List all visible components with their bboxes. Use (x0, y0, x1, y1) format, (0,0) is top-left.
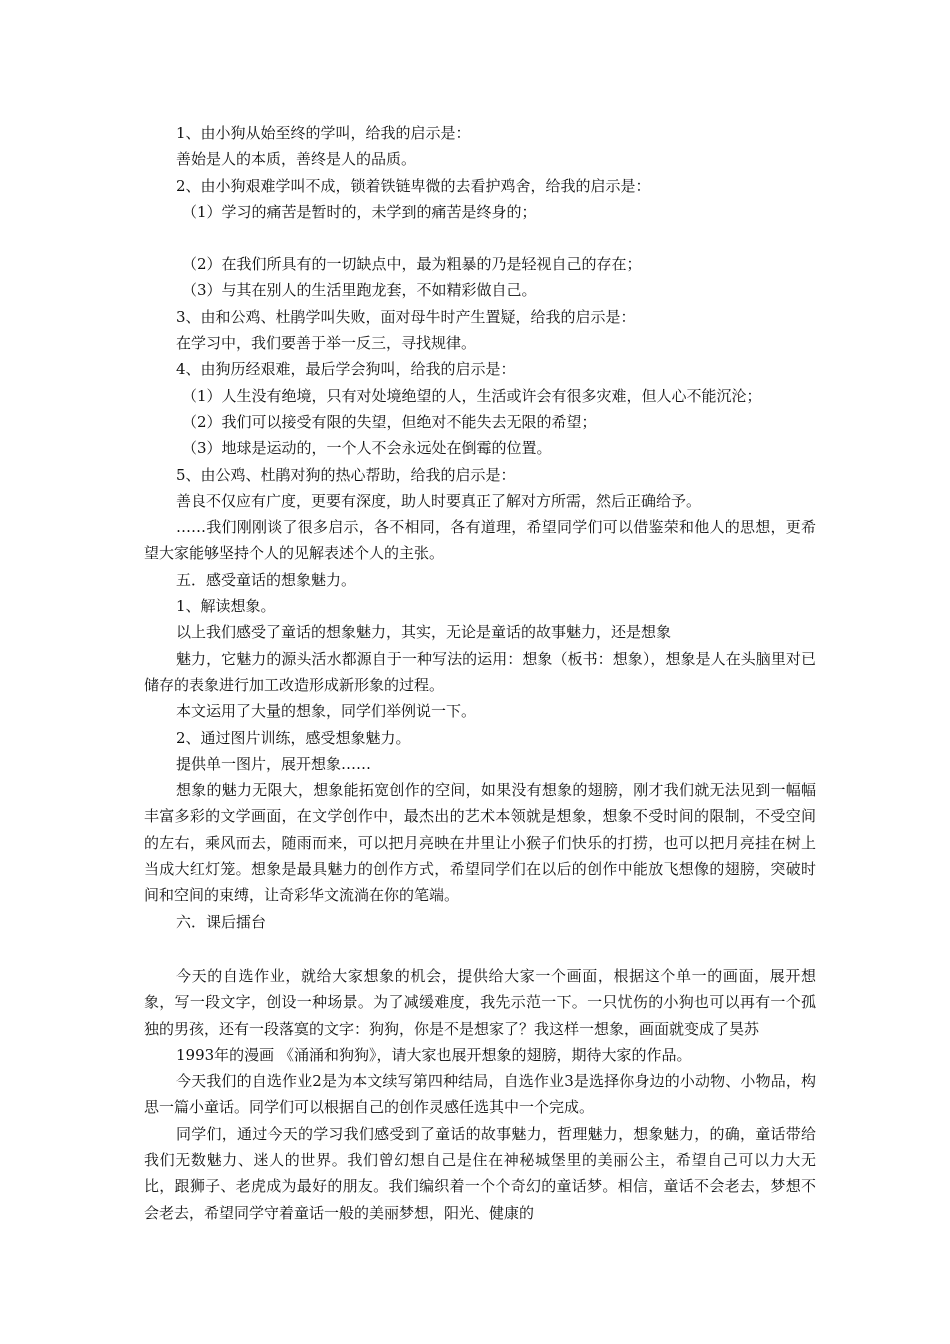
section-4-item-3: （3）地球是运动的，一个人不会永远处在倒霉的位置。 (182, 439, 552, 458)
blank-line (144, 225, 816, 251)
summary-paragraph: ……我们刚刚谈了很多启示，各不相同，各有道理，希望同学们可以借鉴荣和他人的思想，更希望大家能够坚持个人的见解表述个人的主张。 (144, 518, 816, 563)
section-3-title: 3、由和公鸡、杜鹃学叫失败，面对母牛时产生置疑，给我的启示是： (176, 307, 636, 326)
heading-5-paragraph-1: 以上我们感受了童话的想象魅力，其实，无论是童话的故事魅力，还是想象 (176, 623, 672, 642)
section-2-item-1: （1）学习的痛苦是暂时的，未学到的痛苦是终身的； (182, 202, 537, 221)
heading-5-paragraph-3: 本文运用了大量的想象，同学们举例说一下。 (176, 702, 477, 721)
heading-6-paragraph-1: 今天的自选作业，就给大家想象的机会，提供给大家一个画面，根据这个单一的画面，展开想象，写一段文字，创设一种场景。为了减缓难度，我先示范一下。一只忧伤的小狗也可以再有一个孤独的男孩，还有一段落寞的文字：狗狗，你是不是想家了？我这样一想象，画面就变成了昊苏 (144, 966, 816, 1038)
section-4-item-1: （1）人生没有绝境，只有对处境绝望的人，生活或许会有很多灾难，但人心不能沉沦； (182, 386, 762, 405)
section-1-answer: 善始是人的本质，善终是人的品质。 (176, 150, 417, 169)
section-2-title: 2、由小狗艰难学叫不成，锁着铁链卑微的去看护鸡舍，给我的启示是： (176, 176, 651, 195)
section-1-title: 1、由小狗从始至终的学叫，给我的启示是： (176, 124, 471, 142)
heading-6-paragraph-4: 同学们，通过今天的学习我们感受到了童话的故事魅力，哲理魅力，想象魅力，的确，童话带给我们无数魅力、迷人的世界。我们曾幻想自己是住在神秘城堡里的美丽公主，希望自己可以力大无比，跟狮子、老虎成为最好的朋友。我们编织着一个个奇幻的童话梦。相信，童话不会老去，梦想不会老去，希望同学守着童话一般的美丽梦想，阳光、健康的 (144, 1124, 816, 1222)
heading-5-paragraph-4: 提供单一图片，展开想象…… (176, 754, 372, 773)
heading-5-sub-1: 1、解读想象。 (176, 597, 276, 616)
heading-5-sub-2: 2、通过图片训练，感受想象魅力。 (176, 728, 411, 747)
section-5-title: 5、由公鸡、杜鹃对狗的热心帮助，给我的启示是： (176, 465, 516, 484)
heading-5-paragraph-2: 魅力，它魅力的源头活水都源自于一种写法的运用：想象（板书：想象），想象是人在头脑里对已储存的表象进行加工改造形成新形象的过程。 (144, 649, 816, 694)
heading-6: 六．课后擂台 (176, 912, 267, 931)
heading-5-paragraph-5: 想象的魅力无限大，想象能拓宽创作的空间，如果没有想象的翅膀，刚才我们就无法见到一幅幅丰富多彩的文学画面，在文学创作中，最杰出的艺术本领就是想象，想象不受时间的限制，不受空间的左右，乘风而去，随雨而来，可以把月亮映在井里让小猴子们快乐的打捞，也可以把月亮挂在树上当成大红灯笼。想象是最具魅力的创作方式，希望同学们在以后的创作中能放飞想像的翅膀，突破时间和空间的束缚，让奇彩华文流淌在你的笔端。 (144, 781, 816, 905)
section-2-item-3: （3）与其在别人的生活里跑龙套，不如精彩做自己。 (182, 281, 537, 300)
section-4-title: 4、由狗历经艰难，最后学会狗叫，给我的启示是： (176, 360, 516, 379)
document-page (144, 120, 816, 1226)
blank-line (144, 935, 816, 963)
section-4-item-2: （2）我们可以接受有限的失望，但绝对不能失去无限的希望； (182, 412, 597, 431)
section-3-answer: 在学习中，我们要善于举一反三，寻找规律。 (176, 334, 477, 353)
heading-5: 五．感受童话的想象魅力。 (176, 570, 357, 589)
heading-6-paragraph-2: 1993年的漫画 《涌涌和狗狗》，请大家也展开想象的翅膀，期待大家的作品。 (176, 1045, 692, 1064)
section-2-item-2: （2）在我们所具有的一切缺点中，最为粗暴的乃是轻视自己的存在； (182, 255, 642, 274)
heading-6-paragraph-3: 今天我们的自选作业2是为本文续写第四种结局，自选作业3是选择你身边的小动物、小物品，构思一篇小童话。同学们可以根据自己的创作灵感任选其中一个完成。 (144, 1072, 816, 1117)
section-5-answer: 善良不仅应有广度，更要有深度，助人时要真正了解对方所需，然后正确给予。 (176, 491, 702, 510)
